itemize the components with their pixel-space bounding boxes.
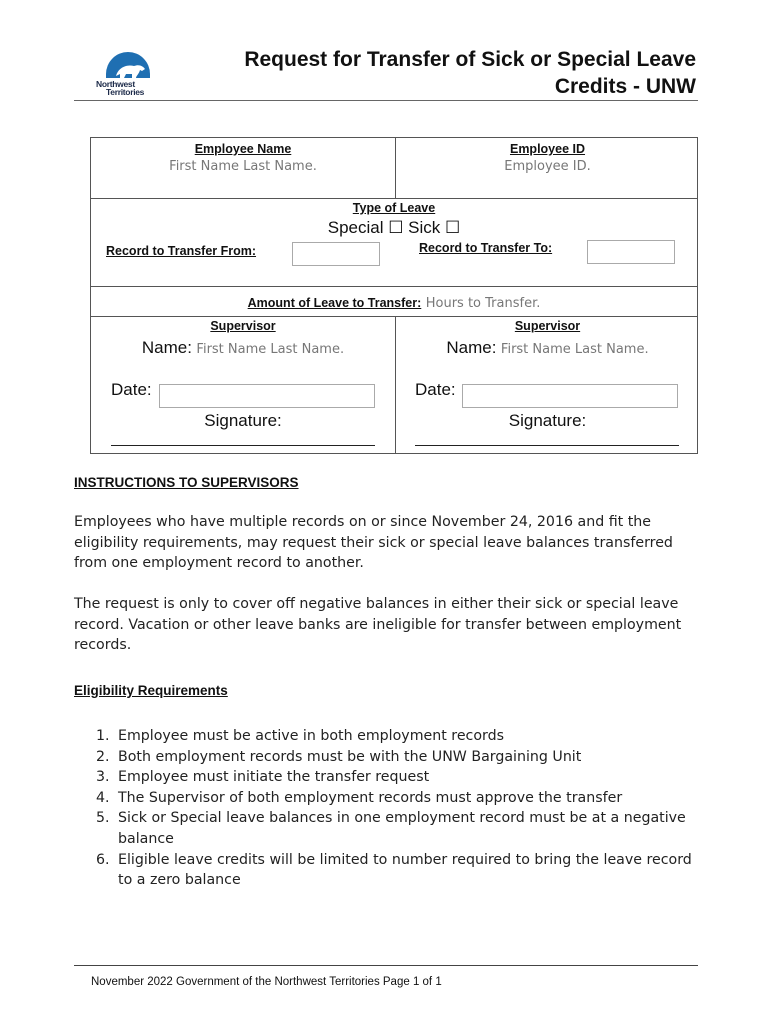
employee-name-label: Employee Name <box>194 142 292 156</box>
logo-text <box>96 80 144 96</box>
logo-text-line2: Territories <box>106 87 145 97</box>
amount-field[interactable]: Hours to Transfer. <box>425 296 541 311</box>
title-line2: Credits - UNW <box>554 75 696 98</box>
transfer-to-input[interactable] <box>587 240 675 264</box>
supervisor-left-name-label: Name: <box>141 338 192 357</box>
employee-id-field[interactable]: Employee ID. <box>504 159 591 174</box>
list-item: 6. Eligible leave credits will be limited to number required to bring the leave record to a zero balance <box>96 851 692 889</box>
logo-text-line1: Northwest <box>96 79 135 89</box>
leave-type-checkboxes[interactable]: Special ☐ Sick ☐ <box>327 218 461 237</box>
supervisor-left-name-field[interactable]: First Name Last Name. <box>196 342 345 357</box>
title-line1: Request for Transfer of Sick or Special Leave <box>244 48 696 71</box>
footer-divider <box>74 965 698 966</box>
supervisor-left-label: Supervisor <box>210 319 276 333</box>
transfer-from-label: Record to Transfer From: <box>106 244 257 258</box>
supervisor-right-date-input[interactable] <box>462 384 678 408</box>
supervisor-left-signature-line[interactable] <box>111 444 375 446</box>
eligibility-heading: Eligibility Requirements <box>74 683 228 698</box>
instructions-paragraph-1: Employees who have multiple records on or since November 24, 2016 and fit the eligibility requirements, may request their sick or special leave balances transferred from one employment record to another. <box>74 514 673 572</box>
list-item: 1. Employee must be active in both employment records <box>96 728 505 744</box>
supervisor-left-date-input[interactable] <box>159 384 375 408</box>
list-item: 2. Both employment records must be with the UNW Bargaining Unit <box>96 748 582 765</box>
list-item: 3. Employee must initiate the transfer request <box>96 769 430 786</box>
row-divider <box>91 316 697 317</box>
page-footer: November 2022 Government of the Northwest Territories Page 1 of 1 <box>91 976 442 988</box>
supervisor-right-name-field[interactable]: First Name Last Name. <box>500 342 649 357</box>
type-of-leave-label: Type of Leave <box>352 201 436 215</box>
amount-row <box>91 294 697 312</box>
supervisor-right-label: Supervisor <box>514 319 581 333</box>
transfer-to-label: Record to Transfer To: <box>419 241 553 255</box>
column-divider <box>395 316 396 453</box>
list-item: 5. Sick or Special leave balances in one employment record must be at a negative balance <box>96 810 686 847</box>
amount-label: Amount of Leave to Transfer: <box>247 296 422 310</box>
supervisor-right-date-label: Date: <box>415 380 456 399</box>
supervisor-left-name-row <box>91 338 395 358</box>
transfer-from-input[interactable] <box>292 242 380 266</box>
supervisor-left-date-label: Date: <box>111 380 152 399</box>
row-divider <box>91 286 697 287</box>
row-divider <box>91 198 697 199</box>
supervisor-right-signature-label: Signature: <box>508 411 587 430</box>
supervisor-right-signature-line[interactable] <box>415 444 679 446</box>
supervisor-right-name-label: Name: <box>446 338 497 357</box>
title-divider <box>74 100 698 101</box>
supervisor-right-name-row <box>396 338 699 358</box>
list-item: 4. The Supervisor of both employment records must approve the transfer <box>96 789 623 806</box>
instructions-heading: INSTRUCTIONS TO SUPERVISORS <box>74 475 299 490</box>
supervisor-left-signature-label: Signature: <box>204 411 282 430</box>
instructions-paragraph-2: The request is only to cover off negative balances in either their sick or special leave record. Vacation or other leave banks are ineligible for transfer between employment records. <box>74 596 682 654</box>
transfer-request-form <box>90 137 698 454</box>
page-title <box>176 46 696 100</box>
employee-name-field[interactable]: First Name Last Name. <box>169 159 317 174</box>
employee-id-label: Employee ID <box>509 142 586 156</box>
eligibility-list <box>96 726 696 891</box>
